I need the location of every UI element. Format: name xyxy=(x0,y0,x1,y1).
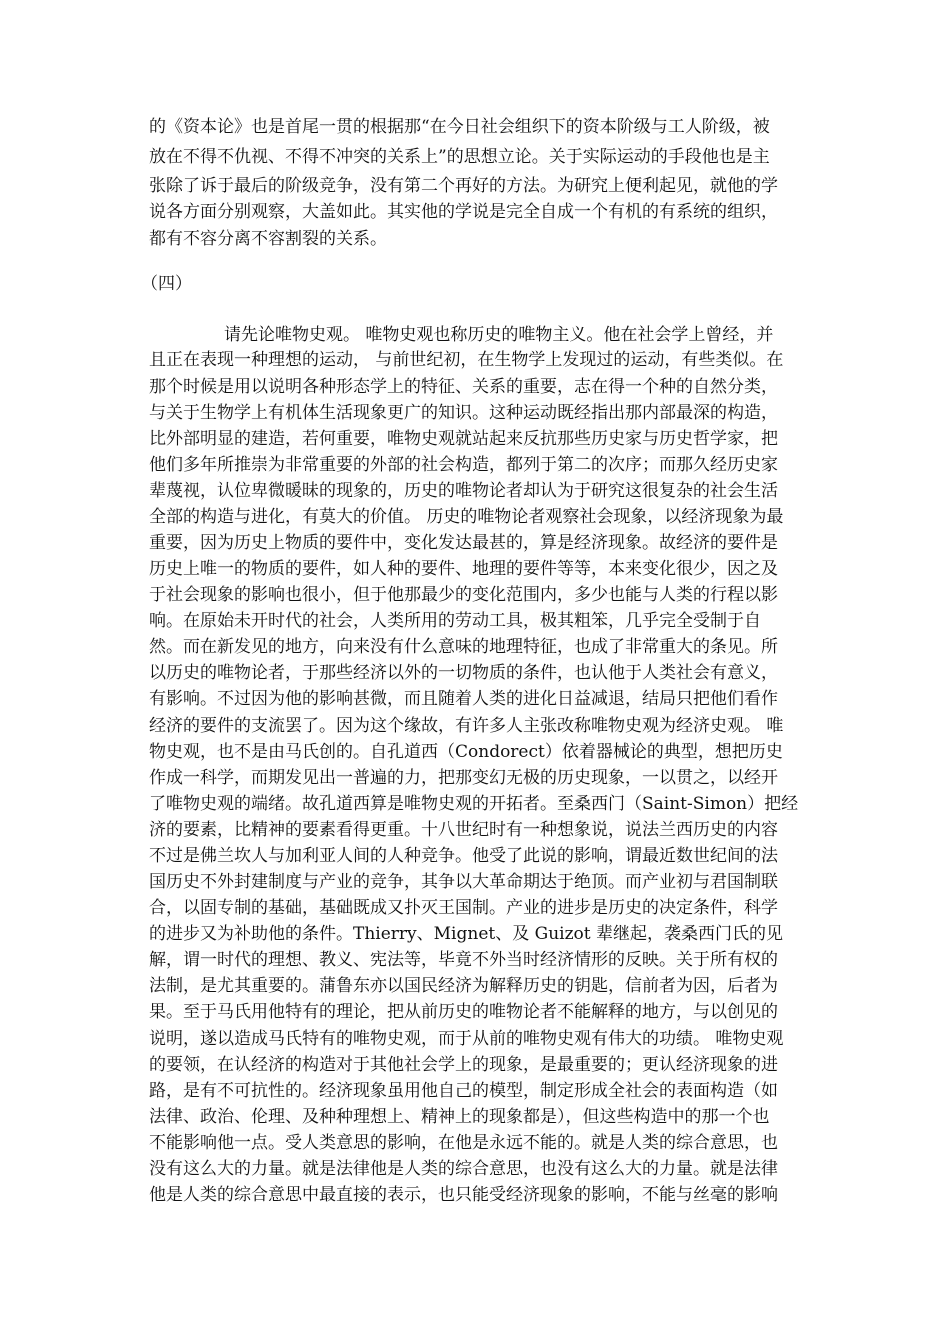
text-line: 全部的构造与进化，有莫大的价值。 历史的唯物论者观察社会现象，以经济现象为最 xyxy=(149,507,784,527)
text-line: 有影响。不过因为他的影响甚微，而且随着人类的进化日益减退，结局只把他们看作 xyxy=(149,689,778,709)
text-line: 比外部明显的建造，若何重要，唯物史观就站起来反抗那些历史家与历史哲学家，把 xyxy=(149,429,778,449)
text-line: 以历史的唯物论者，于那些经济以外的一切物质的条件，也认他于人类社会有意义， xyxy=(149,663,778,683)
text-line: 不能影响他一点。受人类意思的影响，在他是永远不能的。就是人类的综合意思，也 xyxy=(149,1133,778,1153)
text-line: 经济的要件的支流罢了。因为这个缘故，有许多人主张改称唯物史观为经济史观。 唯 xyxy=(149,716,784,736)
text-line: 他是人类的综合意思中最直接的表示，也只能受经济现象的影响，不能与丝毫的影响 xyxy=(149,1185,778,1205)
text-line: 合，以固专制的基础，基础既成又扑灭王国制。产业的进步是历史的决定条件，科学 xyxy=(149,898,778,918)
text-line: 请先论唯物史观。 唯物史观也称历史的唯物主义。他在社会学上曾经，并 xyxy=(224,325,774,345)
text-line: 的进步又为补助他的条件。Thierry、Mignet、及 Guizot 辈继起，袭桑西门氏的见 xyxy=(149,924,784,944)
text-line: 说明，遂以造成马氏特有的唯物史观，而于从前的唯物史观有伟大的功绩。 唯物史观 xyxy=(149,1029,784,1049)
text-line: 辈蔑视，认位卑微暖昧的现象的，历史的唯物论者却认为于研究这很复杂的社会生活 xyxy=(149,481,778,501)
text-line: 了唯物史观的端绪。故孔道西算是唯物史观的开拓者。至桑西门（Saint-Simon）把经 xyxy=(149,794,799,814)
section-heading: （四） xyxy=(141,274,192,294)
text-line: 说各方面分别观察，大盖如此。其实他的学说是完全自成一个有机的有系统的组织， xyxy=(149,202,778,222)
text-line: 路，是有不可抗性的。经济现象虽用他自己的模型，制定形成全社会的表面构造（如 xyxy=(149,1081,778,1101)
text-line: 响。在原始未开时代的社会，人类所用的劳动工具，极其粗笨，几乎完全受制于自 xyxy=(149,611,761,631)
text-line: 作成一科学，而期发见出一普遍的力，把那变幻无极的历史现象，一以贯之，以经开 xyxy=(149,768,778,788)
text-line: 于社会现象的影响也很小，但于他那最少的变化范围内，多少也能与人类的行程以影 xyxy=(149,585,778,605)
text-line: 法制，是尤其重要的。蒲鲁东亦以国民经济为解释历史的钥匙，信前者为因，后者为 xyxy=(149,976,778,996)
text-line: 放在不得不仇视、不得不冲突的关系上”的思想立论。关于实际运动的手段他也是主 xyxy=(149,147,770,167)
text-line: 且正在表现一种理想的运动， 与前世纪初，在生物学上发现过的运动，有些类似。在 xyxy=(149,350,784,370)
text-line: 与关于生物学上有机体生活现象更广的知识。这种运动既经指出那内部最深的构造， xyxy=(149,403,778,423)
text-line: 不过是佛兰坎人与加利亚人间的人种竞争。他受了此说的影响，谓最近数世纪间的法 xyxy=(149,846,778,866)
text-line: 果。至于马氏用他特有的理论，把从前历史的唯物论者不能解释的地方，与以创见的 xyxy=(149,1002,778,1022)
text-line: 法律、政治、伦理、及种种理想上、精神上的现象都是），但这些构造中的那一个也 xyxy=(149,1107,770,1127)
text-line: 济的要素，比精神的要素看得更重。十八世纪时有一种想象说，说法兰西历史的内容 xyxy=(149,820,778,840)
text-line: 物史观，也不是由马氏创的。自孔道西（Condorect）依着器械论的典型，想把历史 xyxy=(149,742,783,762)
text-line: 那个时候是用以说明各种形态学上的特征、关系的重要，志在得一个种的自然分类， xyxy=(149,377,778,397)
text-line: 的《资本论》也是首尾一贯的根据那“在今日社会组织下的资本阶级与工人阶级，被 xyxy=(149,117,770,137)
text-line: 的要领，在认经济的构造对于其他社会学上的现象，是最重要的；更认经济现象的进 xyxy=(149,1055,778,1075)
text-line: 都有不容分离不容割裂的关系。 xyxy=(149,229,387,249)
text-line: 然。而在新发见的地方，向来没有什么意味的地理特征，也成了非常重大的条见。所 xyxy=(149,637,778,657)
text-line: 国历史不外封建制度与产业的竞争，其争以大革命期达于绝顶。而产业初与君国制联 xyxy=(149,872,778,892)
text-line: 张除了诉于最后的阶级竞争，没有第二个再好的方法。为研究上便利起见，就他的学 xyxy=(149,176,778,196)
text-line: 重要，因为历史上物质的要件中，变化发达最甚的，算是经济现象。故经济的要件是 xyxy=(149,533,778,553)
text-line: 他们多年所推崇为非常重要的外部的社会构造，都列于第二的次序；而那久经历史家 xyxy=(149,455,778,475)
text-line: 没有这么大的力量。就是法律他是人类的综合意思，也没有这么大的力量。就是法律 xyxy=(149,1159,778,1179)
text-line: 历史上唯一的物质的要件，如人种的要件、地理的要件等等，本来变化很少，因之及 xyxy=(149,559,778,579)
text-line: 解，谓一时代的理想、教义、宪法等，毕竟不外当时经济情形的反映。关于所有权的 xyxy=(149,950,778,970)
